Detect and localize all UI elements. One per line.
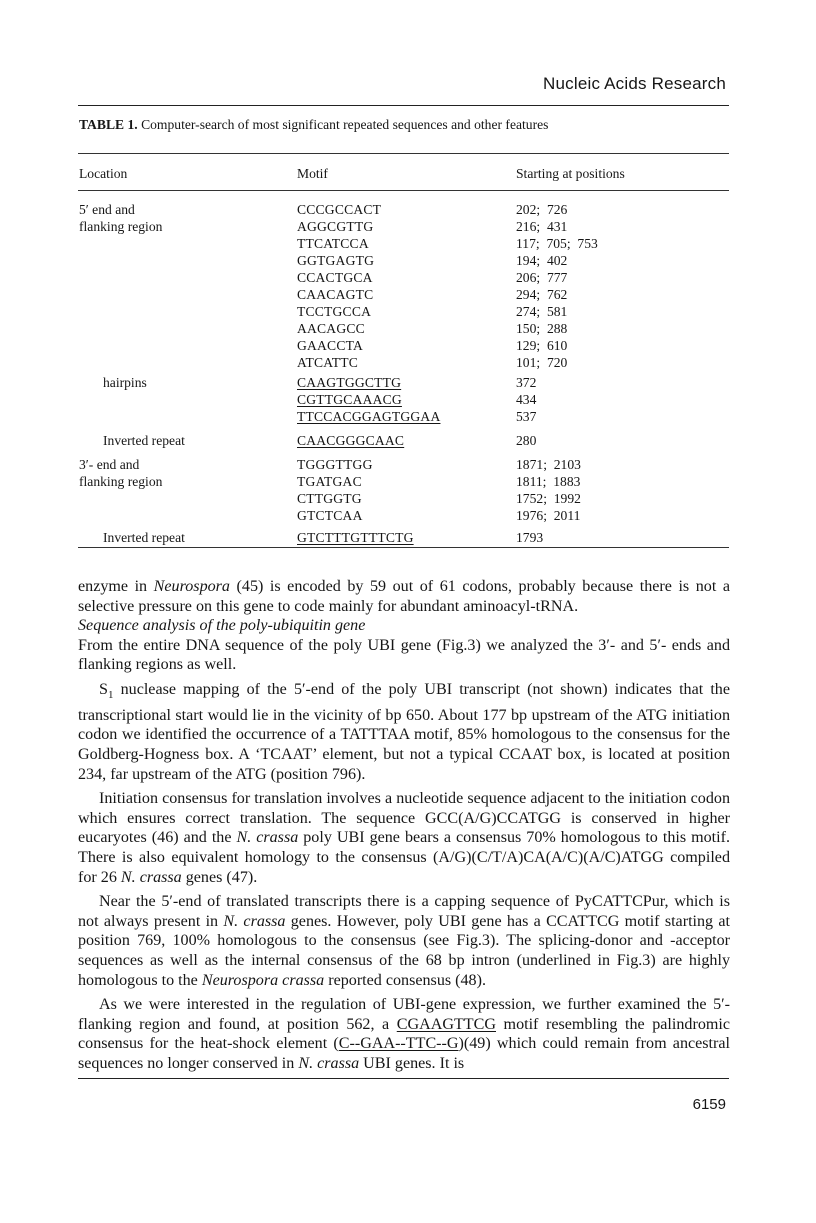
- cell-motif: AGGCGTTG: [297, 219, 374, 234]
- paragraph: enzyme in Neurospora (45) is encoded by 59 out of 61 codons, probably because there is not a selective pressure on this gene to code mainly for abundant aminoacyl-tRNA.: [78, 578, 730, 615]
- table-rule-top: [78, 153, 729, 154]
- cell-positions: 129; 610: [516, 338, 568, 353]
- cell-positions: 1811; 1883: [516, 474, 581, 489]
- paragraph: Initiation consensus for translation involves a nucleotide sequence adjacent to the initiation codon which ensures correct translation. The sequence GCC(A/G)CCATGG is conserved in higher eucaryotes (46) and the N. crassa poly UBI gene bears a consensus 70% homologous to this motif. There is also equivalent homology to the consensus (A/G)(C/T/A)CA(A/C)(A/C)ATGG compiled for 26 N. crassa genes (47).: [78, 790, 730, 886]
- cell-positions: 101; 720: [516, 355, 568, 370]
- table-caption: [79, 117, 548, 133]
- cell-motif: GTCTCAA: [297, 508, 363, 523]
- section-heading: Sequence analysis of the poly-ubiquitin gene: [78, 617, 366, 635]
- cell-positions: 1793: [516, 530, 544, 545]
- cell-positions: 274; 581: [516, 304, 568, 319]
- cell-positions: 206; 777: [516, 270, 568, 285]
- cell-positions: 1752; 1992: [516, 491, 581, 506]
- cell-motif: CTTGGTG: [297, 491, 362, 506]
- cell-motif: GAACCTA: [297, 338, 364, 353]
- table-caption-text: Computer-search of most significant repeated sequences and other features: [137, 117, 549, 132]
- cell-motif: CAACAGTC: [297, 287, 374, 302]
- cell-location: 5′ end and: [79, 202, 135, 217]
- motif-underlined: CGAAGTTCG: [396, 1015, 496, 1033]
- table-rule-bottom: [78, 547, 729, 548]
- cell-location: hairpins: [103, 375, 147, 390]
- cell-motif: TCCTGCCA: [297, 304, 372, 319]
- column-header-motif: Motif: [297, 166, 328, 181]
- column-header-location: Location: [79, 166, 128, 181]
- cell-positions: 280: [516, 433, 537, 448]
- cell-motif: ATCATTC: [297, 355, 359, 370]
- cell-motif: TGATGAC: [297, 474, 362, 489]
- cell-motif: GGTGAGTG: [297, 253, 375, 268]
- page-number: 6159: [692, 1096, 726, 1113]
- cell-motif: GTCTTTGTTTCTG: [297, 530, 414, 545]
- journal-title: Nucleic Acids Research: [543, 74, 726, 93]
- heat-shock-consensus: C--GAA--TTC--G: [338, 1035, 459, 1053]
- table-label: TABLE 1.: [79, 117, 138, 132]
- cell-positions: 216; 431: [516, 219, 568, 234]
- cell-motif: CGTTGCAAACG: [297, 392, 402, 407]
- cell-positions: 294; 762: [516, 287, 568, 302]
- paragraph: Near the 5′-end of translated transcripts there is a capping sequence of PyCATTCPur, which is not always present in N. crassa genes. However, poly UBI gene has a CCATTCG motif starting at position 769, 100% homologous to the consensus (see Fig.3). The splicing-donor and -acceptor sequences as well as the internal consensus of the 68 bp intron (underlined in Fig.3) are highly homologous to the Neurospora crassa reported consensus (48).: [78, 893, 730, 989]
- footer-rule: [78, 1078, 729, 1079]
- cell-location: flanking region: [79, 474, 163, 489]
- cell-motif: CCACTGCA: [297, 270, 373, 285]
- cell-positions: 194; 402: [516, 253, 568, 268]
- cell-motif: TTCCACGGAGTGGAA: [297, 409, 441, 424]
- cell-location: Inverted repeat: [103, 433, 185, 448]
- cell-location: flanking region: [79, 219, 163, 234]
- cell-positions: 537: [516, 409, 537, 424]
- cell-motif: CAACGGGCAAC: [297, 433, 405, 448]
- paragraph: $S_1$ nuclease mapping of the 5′-end of the poly UBI transcript (not shown) indicates that the transcriptional start would lie in the vicinity of bp 650. About 177 bp upstream of the ATG initiation codon we identified the occurrence of a TATTTAA motif, 85% homologous to the consensus for the Goldberg-Hogness box. A ‘TCAAT’ element, but not a typical CCAAT box, is located at position 234, far upstream of the ATG (position 796).: [78, 680, 730, 783]
- cell-location: Inverted repeat: [103, 530, 185, 545]
- article-body: [78, 577, 730, 1073]
- cell-positions: 117; 705; 753: [516, 236, 598, 251]
- cell-positions: 202; 726: [516, 202, 568, 217]
- cell-motif: TTCATCCA: [297, 236, 369, 251]
- cell-location: 3′- end and: [79, 457, 140, 472]
- cell-positions: 1871; 2103: [516, 457, 581, 472]
- header-rule: [78, 105, 729, 106]
- column-header-positions: Starting at positions: [516, 166, 625, 181]
- cell-positions: 372: [516, 375, 537, 390]
- paragraph: As we were interested in the regulation of UBI-gene expression, we further examined the 5′-flanking region and found, at position 562, a CGAAGTTCG motif resembling the palindromic consensus for the heat-shock element (C--GAA--TTC--G)(49) which could remain from ancestral sequences no longer conserved in N. crassa UBI genes. It is: [78, 996, 731, 1072]
- cell-positions: 1976; 2011: [516, 508, 581, 523]
- cell-positions: 150; 288: [516, 321, 568, 336]
- cell-motif: CAAGTGGCTTG: [297, 375, 402, 390]
- cell-motif: CCCGCCACT: [297, 202, 382, 217]
- cell-motif: TGGGTTGG: [297, 457, 373, 472]
- cell-positions: 434: [516, 392, 537, 407]
- cell-motif: AACAGCC: [297, 321, 365, 336]
- table-rule-header: [78, 190, 729, 191]
- paragraph: From the entire DNA sequence of the poly UBI gene (Fig.3) we analyzed the 3′- and 5′- ends and flanking regions as well.: [78, 636, 730, 674]
